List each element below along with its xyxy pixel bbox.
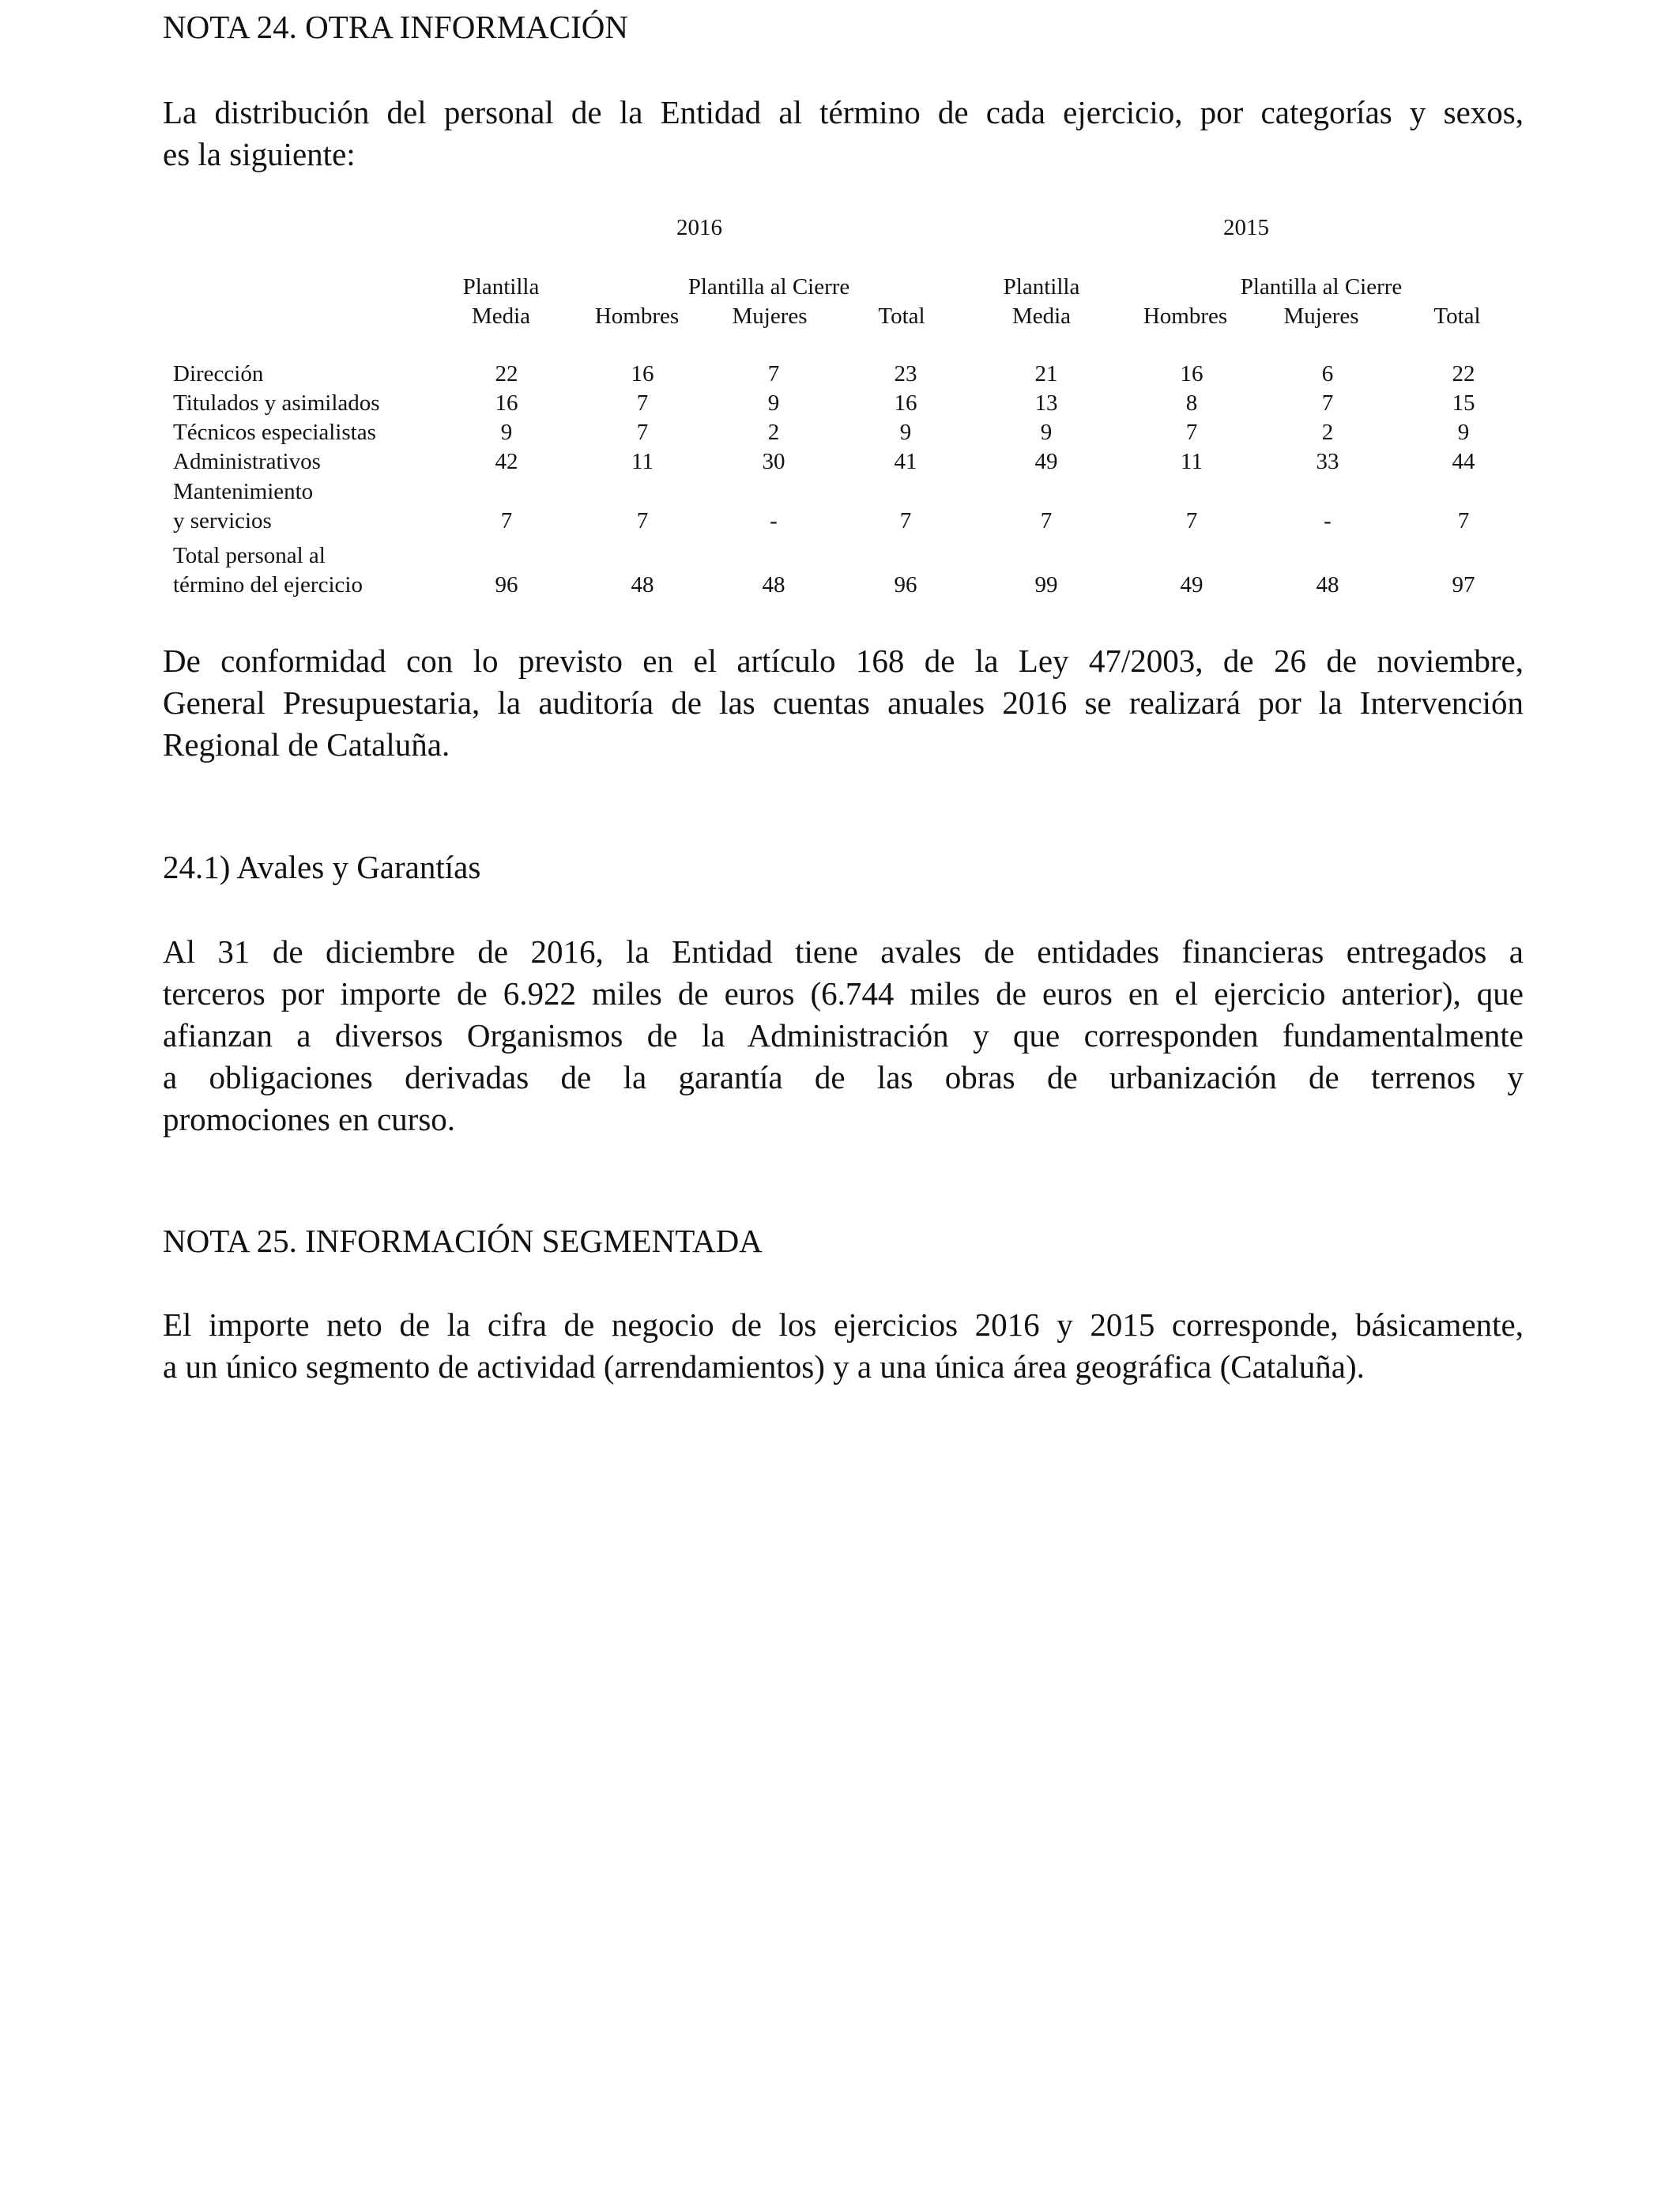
nota25-paragraph [163,1304,1524,1388]
table-cell: 9 [500,420,513,445]
auditoria-line-3: Regional de Cataluña. [163,726,450,763]
table-cell: 48 [762,572,785,598]
table-cell: 48 [1316,572,1339,598]
table-cell: - [1324,508,1332,533]
table-cell: 7 [1321,390,1334,416]
avales-line-2: terceros por importe de 6.922 miles de euros (6.744 miles de euros en el ejercicio anterior), que [163,975,1524,1012]
table-cell: 11 [631,449,654,474]
table-cell: 2 [1321,420,1334,445]
table-cell: 7 [636,508,649,533]
header-plantilla-cierre-2016: Plantilla al Cierre [687,274,850,300]
avales-heading: 24.1) Avales y Garantías [163,849,481,885]
avales-line-3: afianzan a diversos Organismos de la Administración y que corresponden fundamentalmente [163,1017,1524,1054]
row-label: Total personal al [173,543,326,568]
nota24-intro [163,92,1524,175]
header-media-2015: Media [1011,303,1072,329]
nota25-heading: NOTA 25. INFORMACIÓN SEGMENTADA [163,1223,763,1259]
auditoria-paragraph [163,640,1524,766]
table-cell: 7 [767,361,780,386]
table-cell: 21 [1034,361,1058,386]
table-cell: - [770,508,778,533]
avales-line-5: promociones en curso. [163,1101,456,1137]
row-label: Administrativos [173,449,321,474]
header-plantilla-cierre-2015: Plantilla al Cierre [1240,274,1403,300]
year-2016: 2016 [676,215,722,240]
header-plantilla-2015: Plantilla [1003,274,1080,300]
row-label: término del ejercicio [173,572,363,598]
table-cell: 9 [1457,420,1470,445]
row-label: Dirección [173,361,264,386]
table-cell: 7 [1040,508,1053,533]
table-cell: 16 [1180,361,1203,386]
table-cell: 96 [894,572,917,598]
table-cell: 15 [1452,390,1475,416]
table-cell: 23 [894,361,917,386]
header-media-2016: Media [471,303,531,329]
header-hombres-2016: Hombres [594,303,680,329]
header-mujeres-2015: Mujeres [1283,303,1359,329]
table-cell: 7 [636,390,649,416]
header-mujeres-2016: Mujeres [732,303,808,329]
avales-paragraph [163,931,1524,1140]
table-cell: 9 [767,390,780,416]
table-cell: 41 [894,449,917,474]
row-label: y servicios [173,508,272,533]
auditoria-line-2: General Presupuestaria, la auditoría de las cuentas anuales 2016 se realizará por la Intervención [163,684,1524,721]
avales-line-4: a obligaciones derivadas de la garantía de las obras de urbanización de terrenos y [163,1059,1524,1095]
table-cell: 96 [495,572,518,598]
table-cell: 16 [894,390,917,416]
table-cell: 9 [899,420,912,445]
table-cell: 7 [636,420,649,445]
header-total-2015: Total [1433,303,1481,329]
table-cell: 7 [1457,508,1470,533]
auditoria-line-1: De conformidad con lo previsto en el artículo 168 de la Ley 47/2003, de 26 de noviembre, [163,643,1524,679]
table-cell: 16 [495,390,518,416]
header-plantilla-2016: Plantilla [462,274,540,300]
table-cell: 22 [495,361,518,386]
table-cell: 6 [1321,361,1334,386]
header-total-2016: Total [878,303,925,329]
row-label: Titulados y asimilados [173,390,380,416]
table-cell: 97 [1452,572,1475,598]
table-cell: 33 [1316,449,1339,474]
table-cell: 49 [1180,572,1203,598]
row-label: Técnicos especialistas [173,420,376,445]
table-cell: 44 [1452,449,1475,474]
table-cell: 7 [1185,508,1198,533]
nota24-intro-line-2: es la siguiente: [163,136,356,172]
nota24-intro-line-1: La distribución del personal de la Entidad al término de cada ejercicio, por categorías y sexos, [163,94,1524,130]
table-cell: 7 [899,508,912,533]
nota25-line-2: a un único segmento de actividad (arrendamientos) y a una única área geográfica (Cataluña). [163,1348,1365,1385]
nota24-heading: NOTA 24. OTRA INFORMACIÓN [163,9,628,45]
header-hombres-2015: Hombres [1143,303,1228,329]
nota25-line-1: El importe neto de la cifra de negocio de los ejercicios 2016 y 2015 corresponde, básicamente, [163,1306,1524,1343]
table-cell: 9 [1040,420,1053,445]
table-cell: 11 [1181,449,1203,474]
table-cell: 30 [762,449,785,474]
table-cell: 7 [500,508,513,533]
year-2015: 2015 [1223,215,1269,240]
table-cell: 42 [495,449,518,474]
table-cell: 2 [767,420,780,445]
table-cell: 16 [631,361,654,386]
row-label: Mantenimiento [173,479,314,504]
table-cell: 48 [631,572,654,598]
table-cell: 13 [1034,390,1058,416]
table-cell: 49 [1034,449,1058,474]
table-cell: 7 [1185,420,1198,445]
table-cell: 8 [1185,390,1198,416]
table-cell: 99 [1034,572,1058,598]
table-cell: 22 [1452,361,1475,386]
avales-line-1: Al 31 de diciembre de 2016, la Entidad tiene avales de entidades financieras entregados a [163,933,1524,970]
